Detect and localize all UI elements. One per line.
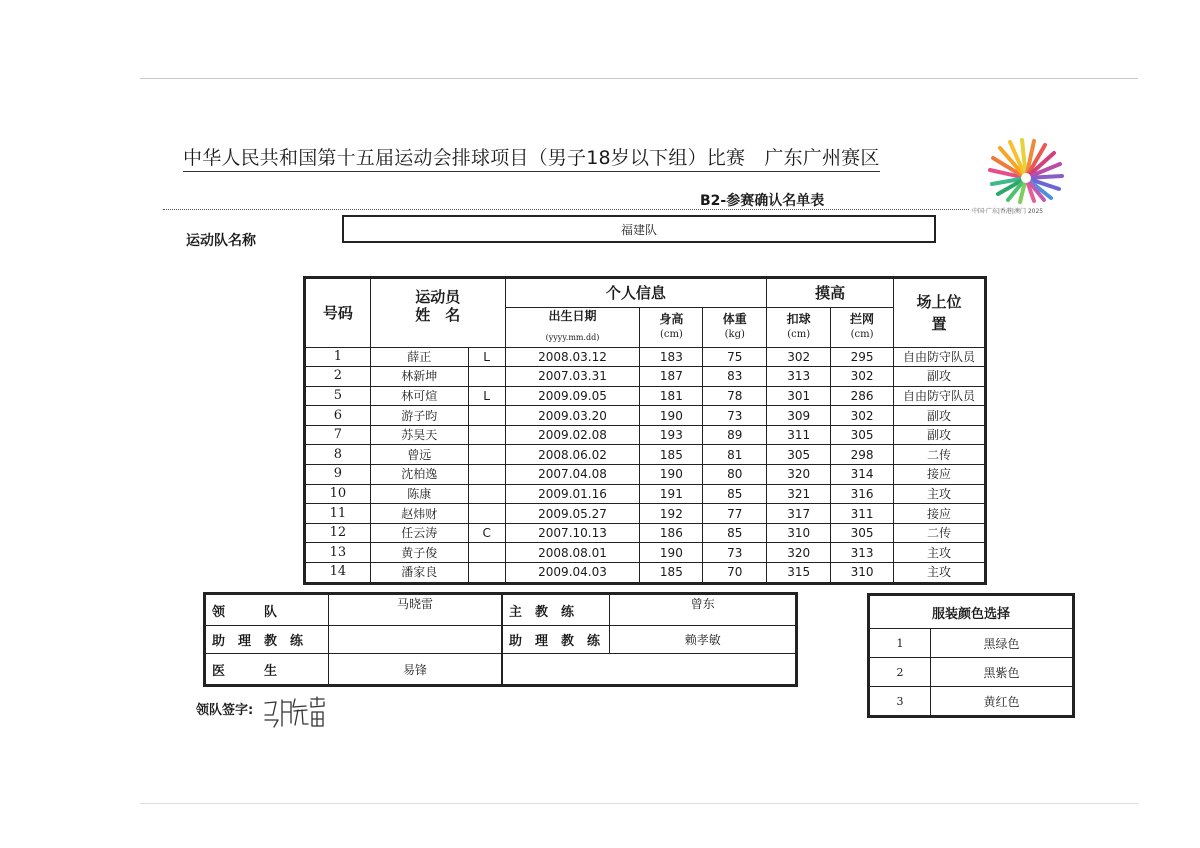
header-height	[640, 307, 703, 347]
table-row	[306, 425, 985, 445]
header-birth-format: (yyyy.mm.dd)	[545, 333, 600, 342]
table-row	[306, 386, 985, 406]
doctor-value: 易锋	[328, 654, 502, 685]
player-spike-reach: 320	[767, 465, 831, 485]
player-position: 二传	[894, 445, 985, 465]
head-coach-value: 曾东	[610, 595, 796, 626]
player-name: 陈康	[370, 484, 468, 504]
scan-line-bottom	[140, 803, 1138, 804]
player-spike-reach: 309	[767, 406, 831, 426]
player-name: 林可煊	[370, 386, 468, 406]
player-mark	[468, 563, 505, 583]
uniform-index: 2	[870, 658, 931, 687]
player-spike-reach: 311	[767, 425, 831, 445]
player-weight: 89	[703, 425, 767, 445]
roster-body	[306, 347, 985, 582]
player-mark: L	[468, 386, 505, 406]
header-athlete-label: 运动员	[415, 288, 461, 306]
player-position: 自由防守队员	[894, 347, 985, 367]
uniform-color: 黑绿色	[931, 629, 1073, 658]
assistant-coach-label-right: 助 理 教 练	[502, 626, 610, 654]
player-weight: 85	[703, 484, 767, 504]
header-block-label: 拦网	[850, 312, 875, 326]
header-reach: 摸高	[767, 279, 894, 308]
player-mark	[468, 465, 505, 485]
player-number: 12	[306, 523, 371, 543]
player-birth-date: 2009.01.16	[505, 484, 640, 504]
uniform-index: 1	[870, 629, 931, 658]
handwritten-signature	[262, 693, 326, 735]
document-title: 中华人民共和国第十五届运动会排球项目（男子18岁以下组）比赛 广东广州赛区	[183, 143, 880, 172]
head-coach-label: 主 教 练	[502, 595, 610, 626]
table-row	[306, 523, 985, 543]
player-spike-reach: 305	[767, 445, 831, 465]
header-block	[831, 307, 894, 347]
assistant-coach-label: 助 理 教 练	[206, 626, 329, 654]
player-weight: 73	[703, 543, 767, 563]
player-mark: L	[468, 347, 505, 367]
player-weight: 81	[703, 445, 767, 465]
player-number: 14	[306, 563, 371, 583]
player-position: 接应	[894, 504, 985, 524]
roster-table	[305, 278, 985, 583]
header-block-unit: (cm)	[850, 329, 874, 340]
assistant-coach-value	[328, 626, 502, 654]
header-number: 号码	[306, 279, 371, 348]
player-height: 186	[640, 523, 703, 543]
player-number: 5	[306, 386, 371, 406]
player-block-reach: 313	[831, 543, 894, 563]
player-weight: 85	[703, 523, 767, 543]
player-spike-reach: 320	[767, 543, 831, 563]
player-weight: 77	[703, 504, 767, 524]
player-block-reach: 286	[831, 386, 894, 406]
player-block-reach: 316	[831, 484, 894, 504]
player-height: 183	[640, 347, 703, 367]
table-row	[306, 445, 985, 465]
player-name: 任云涛	[370, 523, 468, 543]
header-spike	[767, 307, 831, 347]
player-number: 8	[306, 445, 371, 465]
player-height: 187	[640, 367, 703, 387]
player-position: 主攻	[894, 484, 985, 504]
team-name-value: 福建队	[620, 222, 657, 237]
uniform-color: 黄红色	[931, 687, 1073, 716]
player-height: 190	[640, 465, 703, 485]
header-athlete-name-label: 姓 名	[415, 306, 461, 324]
table-row	[306, 406, 985, 426]
header-personal-info: 个人信息	[505, 279, 767, 308]
player-position: 接应	[894, 465, 985, 485]
scan-line-top	[140, 78, 1138, 79]
player-name: 沈柏逸	[370, 465, 468, 485]
player-mark	[468, 425, 505, 445]
player-block-reach: 298	[831, 445, 894, 465]
player-spike-reach: 302	[767, 347, 831, 367]
header-athlete	[370, 279, 505, 308]
player-number: 10	[306, 484, 371, 504]
uniform-color-table	[869, 595, 1073, 716]
header-weight	[703, 307, 767, 347]
header-birth	[505, 307, 640, 347]
player-number: 9	[306, 465, 371, 485]
table-row	[306, 347, 985, 367]
dotted-divider	[163, 209, 969, 210]
player-spike-reach: 315	[767, 563, 831, 583]
player-number: 6	[306, 406, 371, 426]
player-block-reach: 305	[831, 523, 894, 543]
player-height: 190	[640, 543, 703, 563]
table-row	[306, 504, 985, 524]
header-spike-label: 扣球	[786, 312, 811, 326]
header-weight-label: 体重	[722, 312, 747, 326]
header-athlete-name	[370, 307, 505, 347]
player-number: 11	[306, 504, 371, 524]
player-birth-date: 2009.09.05	[505, 386, 640, 406]
table-row	[306, 484, 985, 504]
table-row	[306, 367, 985, 387]
player-weight: 80	[703, 465, 767, 485]
header-birth-label: 出生日期	[548, 309, 597, 323]
player-birth-date: 2007.03.31	[505, 367, 640, 387]
header-height-unit: (cm)	[659, 329, 683, 340]
player-name: 薛正	[370, 347, 468, 367]
leader-value: 马晓雷	[328, 595, 502, 626]
player-weight: 70	[703, 563, 767, 583]
player-height: 185	[640, 563, 703, 583]
table-row	[306, 465, 985, 485]
player-birth-date: 2007.04.08	[505, 465, 640, 485]
header-height-label: 身高	[659, 312, 684, 326]
player-number: 7	[306, 425, 371, 445]
player-birth-date: 2008.06.02	[505, 445, 640, 465]
player-position: 副攻	[894, 406, 985, 426]
player-name: 黄子俊	[370, 543, 468, 563]
player-position: 主攻	[894, 563, 985, 583]
player-number: 2	[306, 367, 371, 387]
assistant-coach-value-right: 赖孝敏	[610, 626, 796, 654]
player-name: 林新坤	[370, 367, 468, 387]
player-birth-date: 2009.02.08	[505, 425, 640, 445]
player-height: 193	[640, 425, 703, 445]
player-position: 副攻	[894, 425, 985, 445]
player-birth-date: 2009.03.20	[505, 406, 640, 426]
table-row	[306, 543, 985, 563]
player-spike-reach: 313	[767, 367, 831, 387]
player-block-reach: 295	[831, 347, 894, 367]
player-block-reach: 311	[831, 504, 894, 524]
doctor-label: 医 生	[206, 654, 329, 685]
player-mark	[468, 484, 505, 504]
player-mark	[468, 406, 505, 426]
team-name-label: 运动队名称	[186, 233, 256, 249]
uniform-title: 服装颜色选择	[870, 596, 1073, 629]
player-height: 192	[640, 504, 703, 524]
player-spike-reach: 301	[767, 386, 831, 406]
signature-label: 领队签字:	[196, 703, 254, 718]
staff-table	[205, 594, 796, 685]
header-spike-unit: (cm)	[787, 329, 811, 340]
player-position: 副攻	[894, 367, 985, 387]
player-block-reach: 305	[831, 425, 894, 445]
player-spike-reach: 321	[767, 484, 831, 504]
staff-blank-cell	[502, 654, 796, 685]
player-weight: 75	[703, 347, 767, 367]
team-name-field	[342, 215, 936, 243]
player-mark: C	[468, 523, 505, 543]
table-row	[306, 563, 985, 583]
player-weight: 73	[703, 406, 767, 426]
player-height: 190	[640, 406, 703, 426]
player-weight: 83	[703, 367, 767, 387]
player-weight: 78	[703, 386, 767, 406]
player-mark	[468, 367, 505, 387]
logo-caption: 中国·广东|香港|澳门 2025	[972, 208, 1044, 215]
player-position: 主攻	[894, 543, 985, 563]
player-height: 191	[640, 484, 703, 504]
player-birth-date: 2009.05.27	[505, 504, 640, 524]
player-block-reach: 302	[831, 406, 894, 426]
player-block-reach: 314	[831, 465, 894, 485]
player-number: 13	[306, 543, 371, 563]
form-subtitle: B2-参赛确认名单表	[700, 193, 825, 209]
player-spike-reach: 317	[767, 504, 831, 524]
player-mark	[468, 543, 505, 563]
header-position-label: 场上位置	[916, 292, 962, 333]
player-spike-reach: 310	[767, 523, 831, 543]
player-name: 赵炜财	[370, 504, 468, 524]
player-block-reach: 302	[831, 367, 894, 387]
header-position	[894, 279, 985, 348]
player-birth-date: 2007.10.13	[505, 523, 640, 543]
player-number: 1	[306, 347, 371, 367]
player-height: 185	[640, 445, 703, 465]
player-mark	[468, 445, 505, 465]
player-height: 181	[640, 386, 703, 406]
player-mark	[468, 504, 505, 524]
player-birth-date: 2008.03.12	[505, 347, 640, 367]
player-birth-date: 2009.04.03	[505, 563, 640, 583]
uniform-index: 3	[870, 687, 931, 716]
games-logo	[968, 126, 1076, 220]
player-name: 游子昀	[370, 406, 468, 426]
player-position: 二传	[894, 523, 985, 543]
player-block-reach: 310	[831, 563, 894, 583]
header-weight-unit: (kg)	[724, 329, 745, 340]
player-birth-date: 2008.08.01	[505, 543, 640, 563]
player-name: 潘家良	[370, 563, 468, 583]
player-position: 自由防守队员	[894, 386, 985, 406]
leader-label: 领 队	[206, 595, 329, 626]
uniform-color: 黑紫色	[931, 658, 1073, 687]
player-name: 苏昊天	[370, 425, 468, 445]
player-name: 曾远	[370, 445, 468, 465]
